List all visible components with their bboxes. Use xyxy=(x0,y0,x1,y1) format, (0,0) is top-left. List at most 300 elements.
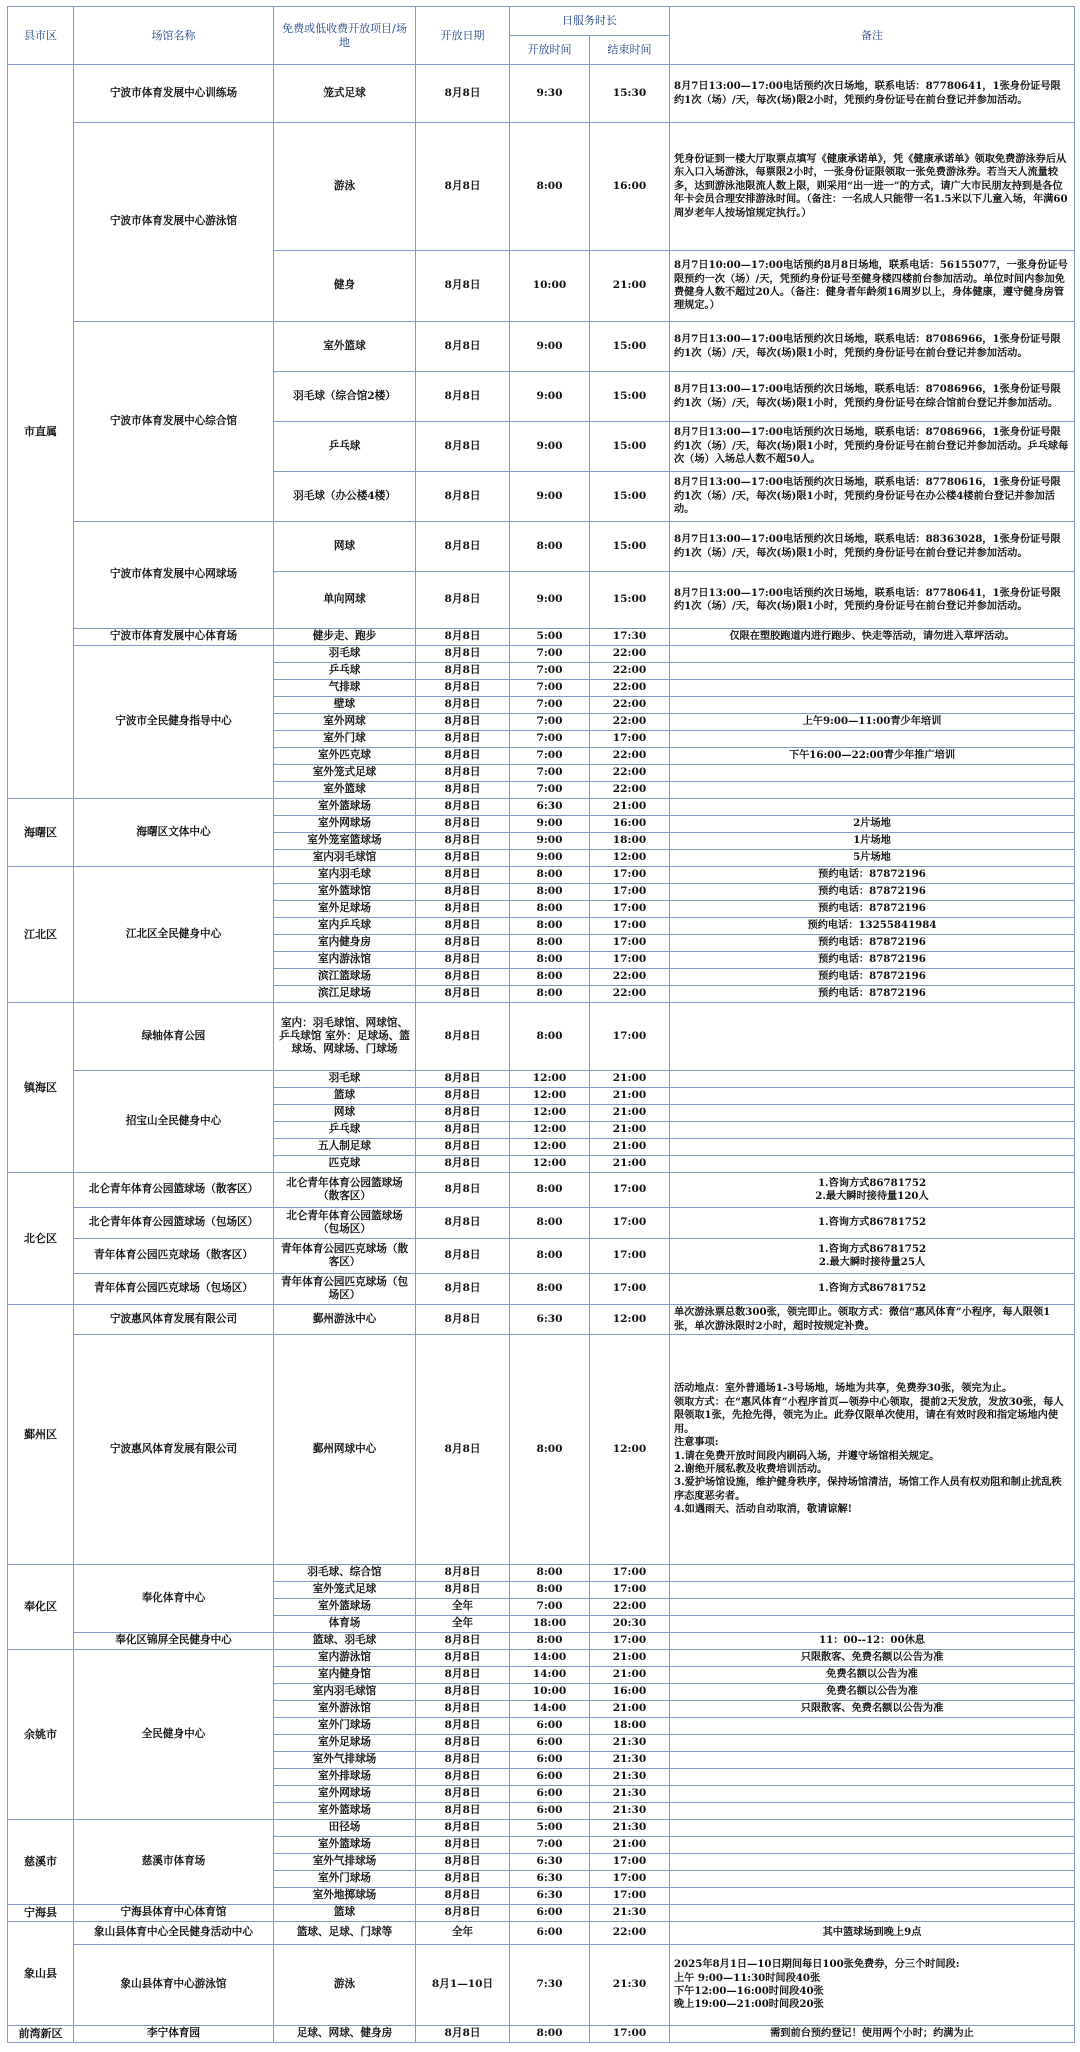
note-cell: 免费名额以公告为准 xyxy=(670,1684,1075,1701)
start-time-cell: 9:00 xyxy=(510,850,590,867)
date-cell: 8月8日 xyxy=(416,1718,510,1735)
venue-name-cell: 宁波市体育发展中心综合馆 xyxy=(74,322,274,522)
date-cell: 全年 xyxy=(416,1922,510,1945)
end-time-cell: 17:00 xyxy=(590,1173,670,1208)
venue-name-cell: 宁波惠风体育发展有限公司 xyxy=(74,1305,274,1335)
header-end-time: 结束时间 xyxy=(590,36,670,65)
end-time-cell: 18:00 xyxy=(590,1718,670,1735)
start-time-cell: 7:00 xyxy=(510,697,590,714)
table-row xyxy=(8,1274,1075,1305)
table-row xyxy=(8,1922,1075,1945)
item-cell: 室外网球场 xyxy=(274,1786,416,1803)
end-time-cell: 22:00 xyxy=(590,765,670,782)
end-time-cell: 17:00 xyxy=(590,884,670,901)
venue-name-cell: 宁波市全民健身指导中心 xyxy=(74,646,274,799)
note-cell xyxy=(670,799,1075,816)
item-cell: 五人制足球 xyxy=(274,1139,416,1156)
date-cell: 8月8日 xyxy=(416,472,510,522)
end-time-cell: 21:00 xyxy=(590,1139,670,1156)
start-time-cell: 8:00 xyxy=(510,986,590,1003)
item-cell: 室外门球 xyxy=(274,731,416,748)
note-cell: 只限散客、免费名额以公告为准 xyxy=(670,1701,1075,1718)
district-cell: 海曙区 xyxy=(8,799,74,867)
end-time-cell: 21:00 xyxy=(590,1650,670,1667)
district-cell: 奉化区 xyxy=(8,1565,74,1650)
date-cell: 8月8日 xyxy=(416,1565,510,1582)
item-cell: 足球、网球、健身房 xyxy=(274,2026,416,2043)
district-cell: 慈溪市 xyxy=(8,1820,74,1905)
date-cell: 8月8日 xyxy=(416,1071,510,1088)
note-cell xyxy=(670,1837,1075,1854)
date-cell: 8月8日 xyxy=(416,918,510,935)
end-time-cell: 15:00 xyxy=(590,322,670,372)
end-time-cell: 17:00 xyxy=(590,1871,670,1888)
date-cell: 8月8日 xyxy=(416,1208,510,1239)
note-cell: 预约电话：87872196 xyxy=(670,867,1075,884)
end-time-cell: 17:00 xyxy=(590,1633,670,1650)
note-cell: 其中篮球场到晚上9点 xyxy=(670,1922,1075,1945)
note-cell xyxy=(670,1156,1075,1173)
venue-name-cell: 奉化区锦屏全民健身中心 xyxy=(74,1633,274,1650)
table-row xyxy=(8,1305,1075,1335)
note-cell xyxy=(670,1003,1075,1071)
date-cell: 8月8日 xyxy=(416,1003,510,1071)
end-time-cell: 17:00 xyxy=(590,1582,670,1599)
note-cell: 预约电话：87872196 xyxy=(670,969,1075,986)
table-row xyxy=(8,1905,1075,1922)
item-cell: 篮球、羽毛球 xyxy=(274,1633,416,1650)
item-cell: 北仑青年体育公园篮球场（散客区） xyxy=(274,1173,416,1208)
end-time-cell: 21:00 xyxy=(590,1122,670,1139)
note-cell xyxy=(670,1803,1075,1820)
start-time-cell: 8:00 xyxy=(510,901,590,918)
item-cell: 室内羽毛球馆 xyxy=(274,1684,416,1701)
district-cell: 鄞州区 xyxy=(8,1305,74,1565)
item-cell: 田径场 xyxy=(274,1820,416,1837)
district-cell: 江北区 xyxy=(8,867,74,1003)
date-cell: 8月8日 xyxy=(416,952,510,969)
end-time-cell: 21:00 xyxy=(590,1701,670,1718)
date-cell: 8月8日 xyxy=(416,1854,510,1871)
header-start-time: 开放时间 xyxy=(510,36,590,65)
start-time-cell: 6:00 xyxy=(510,1905,590,1922)
item-cell: 室内羽毛球 xyxy=(274,867,416,884)
table-row xyxy=(8,1650,1075,1667)
note-cell xyxy=(670,1854,1075,1871)
note-cell xyxy=(670,1139,1075,1156)
start-time-cell: 8:00 xyxy=(510,1633,590,1650)
date-cell: 8月8日 xyxy=(416,1871,510,1888)
end-time-cell: 17:00 xyxy=(590,935,670,952)
item-cell: 室外笼式足球 xyxy=(274,765,416,782)
start-time-cell: 8:00 xyxy=(510,1274,590,1305)
note-cell: 预约电话：87872196 xyxy=(670,884,1075,901)
date-cell: 8月8日 xyxy=(416,901,510,918)
end-time-cell: 17:00 xyxy=(590,2026,670,2043)
item-cell: 匹克球 xyxy=(274,1156,416,1173)
end-time-cell: 21:30 xyxy=(590,1820,670,1837)
venue-name-cell: 宁波市体育发展中心网球场 xyxy=(74,522,274,629)
note-cell xyxy=(670,646,1075,663)
date-cell: 8月8日 xyxy=(416,782,510,799)
note-cell xyxy=(670,1871,1075,1888)
end-time-cell: 15:00 xyxy=(590,472,670,522)
note-cell: 预约电话：87872196 xyxy=(670,952,1075,969)
table-row xyxy=(8,1335,1075,1565)
start-time-cell: 9:00 xyxy=(510,372,590,422)
start-time-cell: 8:00 xyxy=(510,2026,590,2043)
note-cell: 预约电话：87872196 xyxy=(670,901,1075,918)
venue-name-cell: 宁波惠风体育发展有限公司 xyxy=(74,1335,274,1565)
item-cell: 单向网球 xyxy=(274,572,416,629)
end-time-cell: 21:00 xyxy=(590,1071,670,1088)
item-cell: 室外排球场 xyxy=(274,1769,416,1786)
date-cell: 8月8日 xyxy=(416,714,510,731)
end-time-cell: 16:00 xyxy=(590,123,670,251)
date-cell: 8月8日 xyxy=(416,1582,510,1599)
note-cell: 1.咨询方式86781752 xyxy=(670,1274,1075,1305)
note-cell xyxy=(670,782,1075,799)
venue-name-cell: 北仑青年体育公园篮球场（散客区） xyxy=(74,1173,274,1208)
end-time-cell: 17:30 xyxy=(590,629,670,646)
table-row xyxy=(8,1173,1075,1208)
date-cell: 8月8日 xyxy=(416,765,510,782)
venue-name-cell: 北仑青年体育公园篮球场（包场区） xyxy=(74,1208,274,1239)
start-time-cell: 6:00 xyxy=(510,1769,590,1786)
note-cell: 8月7日13:00—17:00电话预约次日场地，联系电话：87780616，1张身份证号限约1次（场）/天，每次(场)限1小时，凭预约身份证号在办公楼4楼前台登记并参加活动。 xyxy=(670,472,1075,522)
note-cell: 8月7日13:00—17:00电话预约次日场地，联系电话：88363028，1张身份证号限约1次（场）/天，每次(场)限1小时，凭预约身份证号在前台登记并参加活动。 xyxy=(670,522,1075,572)
start-time-cell: 7:00 xyxy=(510,748,590,765)
table-row xyxy=(8,1633,1075,1650)
start-time-cell: 12:00 xyxy=(510,1105,590,1122)
date-cell: 8月8日 xyxy=(416,2026,510,2043)
start-time-cell: 6:00 xyxy=(510,1786,590,1803)
end-time-cell: 22:00 xyxy=(590,680,670,697)
header-date: 开放日期 xyxy=(416,7,510,65)
date-cell: 8月8日 xyxy=(416,251,510,322)
date-cell: 8月8日 xyxy=(416,372,510,422)
end-time-cell: 20:30 xyxy=(590,1616,670,1633)
note-cell xyxy=(670,1905,1075,1922)
note-cell: 8月7日13:00—17:00电话预约次日场地，联系电话：87780641，1张身份证号限约1次（场）/天，每次(场)限1小时，凭预约身份证号在前台登记并参加活动。 xyxy=(670,572,1075,629)
date-cell: 8月8日 xyxy=(416,884,510,901)
table-row xyxy=(8,1003,1075,1071)
table-row xyxy=(8,322,1075,372)
note-cell: 1片场地 xyxy=(670,833,1075,850)
end-time-cell: 17:00 xyxy=(590,731,670,748)
end-time-cell: 22:00 xyxy=(590,697,670,714)
item-cell: 羽毛球 xyxy=(274,646,416,663)
end-time-cell: 21:30 xyxy=(590,1905,670,1922)
item-cell: 篮球 xyxy=(274,1088,416,1105)
date-cell: 8月8日 xyxy=(416,986,510,1003)
start-time-cell: 7:30 xyxy=(510,1945,590,2026)
venue-name-cell: 象山县体育中心全民健身活动中心 xyxy=(74,1922,274,1945)
note-cell: 仅限在塑胶跑道内进行跑步、快走等活动，请勿进入草坪活动。 xyxy=(670,629,1075,646)
header-note: 备注 xyxy=(670,7,1075,65)
end-time-cell: 17:00 xyxy=(590,1888,670,1905)
item-cell: 室外门球场 xyxy=(274,1718,416,1735)
note-cell: 11：00--12：00休息 xyxy=(670,1633,1075,1650)
table-body xyxy=(8,65,1075,2043)
start-time-cell: 14:00 xyxy=(510,1650,590,1667)
end-time-cell: 22:00 xyxy=(590,1599,670,1616)
end-time-cell: 16:00 xyxy=(590,1684,670,1701)
start-time-cell: 6:30 xyxy=(510,1871,590,1888)
start-time-cell: 7:00 xyxy=(510,646,590,663)
start-time-cell: 12:00 xyxy=(510,1088,590,1105)
end-time-cell: 16:00 xyxy=(590,816,670,833)
note-cell: 2片场地 xyxy=(670,816,1075,833)
start-time-cell: 8:00 xyxy=(510,522,590,572)
item-cell: 室外篮球场 xyxy=(274,1837,416,1854)
end-time-cell: 21:00 xyxy=(590,251,670,322)
note-cell xyxy=(670,1820,1075,1837)
note-cell: 8月7日13:00—17:00电话预约次日场地，联系电话：87086966，1张身份证号限约1次（场）/天，每次(场)限1小时，凭预约身份证号在前台登记并参加活动。乒乓球每次（场）入场总人数不超50人。 xyxy=(670,422,1075,472)
end-time-cell: 22:00 xyxy=(590,663,670,680)
item-cell: 篮球、足球、门球等 xyxy=(274,1922,416,1945)
note-cell: 1.咨询方式86781752 2.最大瞬时接待量25人 xyxy=(670,1239,1075,1274)
start-time-cell: 12:00 xyxy=(510,1122,590,1139)
item-cell: 羽毛球 xyxy=(274,1071,416,1088)
date-cell: 8月8日 xyxy=(416,1335,510,1565)
venue-name-cell: 江北区全民健身中心 xyxy=(74,867,274,1003)
item-cell: 游泳 xyxy=(274,123,416,251)
date-cell: 8月8日 xyxy=(416,322,510,372)
date-cell: 8月8日 xyxy=(416,663,510,680)
date-cell: 8月8日 xyxy=(416,1139,510,1156)
note-cell xyxy=(670,1769,1075,1786)
date-cell: 8月8日 xyxy=(416,1837,510,1854)
item-cell: 滨江篮球场 xyxy=(274,969,416,986)
header-district: 县市区 xyxy=(8,7,74,65)
start-time-cell: 9:00 xyxy=(510,816,590,833)
end-time-cell: 22:00 xyxy=(590,782,670,799)
note-cell: 下午16:00—22:00青少年推广培训 xyxy=(670,748,1075,765)
date-cell: 8月8日 xyxy=(416,123,510,251)
date-cell: 8月8日 xyxy=(416,1701,510,1718)
start-time-cell: 9:00 xyxy=(510,322,590,372)
start-time-cell: 8:00 xyxy=(510,1565,590,1582)
end-time-cell: 21:00 xyxy=(590,1837,670,1854)
date-cell: 8月8日 xyxy=(416,1667,510,1684)
date-cell: 8月8日 xyxy=(416,1769,510,1786)
item-cell: 健身 xyxy=(274,251,416,322)
district-cell: 宁海县 xyxy=(8,1905,74,1922)
date-cell: 8月8日 xyxy=(416,522,510,572)
table-row xyxy=(8,867,1075,884)
start-time-cell: 8:00 xyxy=(510,969,590,986)
note-cell: 预约电话：13255841984 xyxy=(670,918,1075,935)
start-time-cell: 8:00 xyxy=(510,1173,590,1208)
note-cell: 需到前台预约登记！使用两个小时；约满为止 xyxy=(670,2026,1075,2043)
date-cell: 8月8日 xyxy=(416,1820,510,1837)
table-header xyxy=(8,7,1075,65)
end-time-cell: 22:00 xyxy=(590,986,670,1003)
start-time-cell: 6:00 xyxy=(510,1735,590,1752)
end-time-cell: 17:00 xyxy=(590,1274,670,1305)
venue-name-cell: 宁波市体育发展中心训练场 xyxy=(74,65,274,123)
item-cell: 网球 xyxy=(274,1105,416,1122)
item-cell: 室外地掷球场 xyxy=(274,1888,416,1905)
start-time-cell: 14:00 xyxy=(510,1667,590,1684)
end-time-cell: 17:00 xyxy=(590,1854,670,1871)
note-cell: 8月7日13:00—17:00电话预约次日场地，联系电话：87780641，1张身份证号限约1次（场）/天，每次(场)限2小时，凭预约身份证号在前台登记并参加活动。 xyxy=(670,65,1075,123)
start-time-cell: 6:30 xyxy=(510,799,590,816)
note-cell xyxy=(670,1718,1075,1735)
date-cell: 8月8日 xyxy=(416,697,510,714)
start-time-cell: 9:00 xyxy=(510,422,590,472)
item-cell: 室外笼式足球 xyxy=(274,1582,416,1599)
date-cell: 8月8日 xyxy=(416,1633,510,1650)
item-cell: 室外网球场 xyxy=(274,816,416,833)
note-cell xyxy=(670,1752,1075,1769)
start-time-cell: 8:00 xyxy=(510,867,590,884)
table-row xyxy=(8,1208,1075,1239)
item-cell: 室内：羽毛球馆、网球馆、乒乓球馆 室外：足球场、篮球场、网球场、门球场 xyxy=(274,1003,416,1071)
venue-name-cell: 招宝山全民健身中心 xyxy=(74,1071,274,1173)
district-cell: 前湾新区 xyxy=(8,2026,74,2043)
item-cell: 网球 xyxy=(274,522,416,572)
district-cell: 市直属 xyxy=(8,65,74,799)
venue-name-cell: 李宁体育园 xyxy=(74,2026,274,2043)
start-time-cell: 5:00 xyxy=(510,1820,590,1837)
start-time-cell: 8:00 xyxy=(510,918,590,935)
note-cell xyxy=(670,663,1075,680)
item-cell: 游泳 xyxy=(274,1945,416,2026)
table-row xyxy=(8,646,1075,663)
start-time-cell: 12:00 xyxy=(510,1139,590,1156)
end-time-cell: 21:00 xyxy=(590,1667,670,1684)
note-cell xyxy=(670,1088,1075,1105)
note-cell: 上午9:00—11:00青少年培训 xyxy=(670,714,1075,731)
header-venue: 场馆名称 xyxy=(74,7,274,65)
date-cell: 全年 xyxy=(416,1616,510,1633)
note-cell xyxy=(670,1599,1075,1616)
start-time-cell: 14:00 xyxy=(510,1701,590,1718)
start-time-cell: 9:00 xyxy=(510,472,590,522)
note-cell xyxy=(670,731,1075,748)
date-cell: 8月8日 xyxy=(416,572,510,629)
note-cell: 1.咨询方式86781752 2.最大瞬时接待量120人 xyxy=(670,1173,1075,1208)
date-cell: 8月8日 xyxy=(416,850,510,867)
item-cell: 室内健身馆 xyxy=(274,1667,416,1684)
note-cell: 2025年8月1日—10日期间每日100张免费券，分三个时间段: 上午 9:00—11:30时间段40张 下午12:00—16:00时间段40张 晚上19:00—21:00时间段20张 xyxy=(670,1945,1075,2026)
note-cell: 8月7日13:00—17:00电话预约次日场地，联系电话：87086966，1张身份证号限约1次（场）/天，每次(场)限1小时，凭预约身份证号在综合馆前台登记并参加活动。 xyxy=(670,372,1075,422)
end-time-cell: 21:30 xyxy=(590,1769,670,1786)
end-time-cell: 12:00 xyxy=(590,1305,670,1335)
item-cell: 羽毛球、综合馆 xyxy=(274,1565,416,1582)
end-time-cell: 17:00 xyxy=(590,901,670,918)
date-cell: 8月8日 xyxy=(416,1156,510,1173)
venue-name-cell: 慈溪市体育场 xyxy=(74,1820,274,1905)
item-cell: 笼式足球 xyxy=(274,65,416,123)
item-cell: 室外游泳馆 xyxy=(274,1701,416,1718)
end-time-cell: 17:00 xyxy=(590,952,670,969)
item-cell: 室内游泳馆 xyxy=(274,1650,416,1667)
table-row xyxy=(8,1820,1075,1837)
table-row xyxy=(8,522,1075,572)
item-cell: 篮球 xyxy=(274,1905,416,1922)
item-cell: 室外篮球场 xyxy=(274,799,416,816)
date-cell: 8月8日 xyxy=(416,65,510,123)
start-time-cell: 8:00 xyxy=(510,1582,590,1599)
date-cell: 8月8日 xyxy=(416,1905,510,1922)
end-time-cell: 17:00 xyxy=(590,1239,670,1274)
start-time-cell: 7:00 xyxy=(510,731,590,748)
start-time-cell: 7:00 xyxy=(510,663,590,680)
start-time-cell: 9:00 xyxy=(510,572,590,629)
item-cell: 北仑青年体育公园篮球场（包场区） xyxy=(274,1208,416,1239)
item-cell: 体育场 xyxy=(274,1616,416,1633)
table-row xyxy=(8,1239,1075,1274)
date-cell: 8月8日 xyxy=(416,1786,510,1803)
end-time-cell: 21:30 xyxy=(590,1786,670,1803)
start-time-cell: 12:00 xyxy=(510,1071,590,1088)
start-time-cell: 10:00 xyxy=(510,251,590,322)
item-cell: 青年体育公园匹克球场（包场区） xyxy=(274,1274,416,1305)
end-time-cell: 21:30 xyxy=(590,1945,670,2026)
end-time-cell: 21:30 xyxy=(590,1735,670,1752)
end-time-cell: 21:00 xyxy=(590,799,670,816)
start-time-cell: 9:00 xyxy=(510,833,590,850)
date-cell: 8月8日 xyxy=(416,969,510,986)
item-cell: 乒乓球 xyxy=(274,663,416,680)
note-cell: 只限散客、免费名额以公告为准 xyxy=(670,1650,1075,1667)
end-time-cell: 15:00 xyxy=(590,372,670,422)
item-cell: 室外篮球 xyxy=(274,782,416,799)
item-cell: 乒乓球 xyxy=(274,422,416,472)
date-cell: 8月8日 xyxy=(416,629,510,646)
end-time-cell: 17:00 xyxy=(590,1565,670,1582)
item-cell: 气排球 xyxy=(274,680,416,697)
end-time-cell: 21:00 xyxy=(590,1088,670,1105)
date-cell: 8月8日 xyxy=(416,935,510,952)
start-time-cell: 9:30 xyxy=(510,65,590,123)
date-cell: 8月8日 xyxy=(416,1684,510,1701)
venue-schedule-table xyxy=(7,6,1075,2043)
item-cell: 健步走、跑步 xyxy=(274,629,416,646)
venue-name-cell: 奉化体育中心 xyxy=(74,1565,274,1633)
end-time-cell: 15:00 xyxy=(590,572,670,629)
start-time-cell: 8:00 xyxy=(510,1003,590,1071)
note-cell xyxy=(670,680,1075,697)
date-cell: 8月8日 xyxy=(416,1735,510,1752)
venue-name-cell: 宁海县体育中心体育馆 xyxy=(74,1905,274,1922)
note-cell: 8月7日13:00—17:00电话预约次日场地，联系电话：87086966，1张身份证号限约1次（场）/天，每次(场)限1小时，凭预约身份证号在前台登记并参加活动。 xyxy=(670,322,1075,372)
date-cell: 8月8日 xyxy=(416,816,510,833)
note-cell xyxy=(670,1105,1075,1122)
item-cell: 室外篮球 xyxy=(274,322,416,372)
start-time-cell: 8:00 xyxy=(510,952,590,969)
item-cell: 壁球 xyxy=(274,697,416,714)
date-cell: 8月8日 xyxy=(416,680,510,697)
venue-name-cell: 全民健身中心 xyxy=(74,1650,274,1820)
district-cell: 镇海区 xyxy=(8,1003,74,1173)
venue-name-cell: 海曙区文体中心 xyxy=(74,799,274,867)
table-row xyxy=(8,1565,1075,1582)
item-cell: 室外网球 xyxy=(274,714,416,731)
date-cell: 8月8日 xyxy=(416,1752,510,1769)
note-cell: 凭身份证到一楼大厅取票点填写《健康承诺单》，凭《健康承诺单》领取免费游泳券后从东入口入场游泳，每票限2小时，一张身份证限领取一张免费游泳券。若当天人流量较多，达到游泳池限流人数上限，则采用“出一进一”的方式，请广大市民朋友持到是各位年卡会员合理安排游泳时间。（备注：一名成人只能带一名1.5米以下儿童入场，年满60周岁老年人按场馆规定执行。） xyxy=(670,123,1075,251)
date-cell: 8月8日 xyxy=(416,646,510,663)
note-cell: 1.咨询方式86781752 xyxy=(670,1208,1075,1239)
date-cell: 8月8日 xyxy=(416,1239,510,1274)
end-time-cell: 22:00 xyxy=(590,646,670,663)
date-cell: 8月8日 xyxy=(416,1888,510,1905)
start-time-cell: 18:00 xyxy=(510,1616,590,1633)
end-time-cell: 12:00 xyxy=(590,1335,670,1565)
